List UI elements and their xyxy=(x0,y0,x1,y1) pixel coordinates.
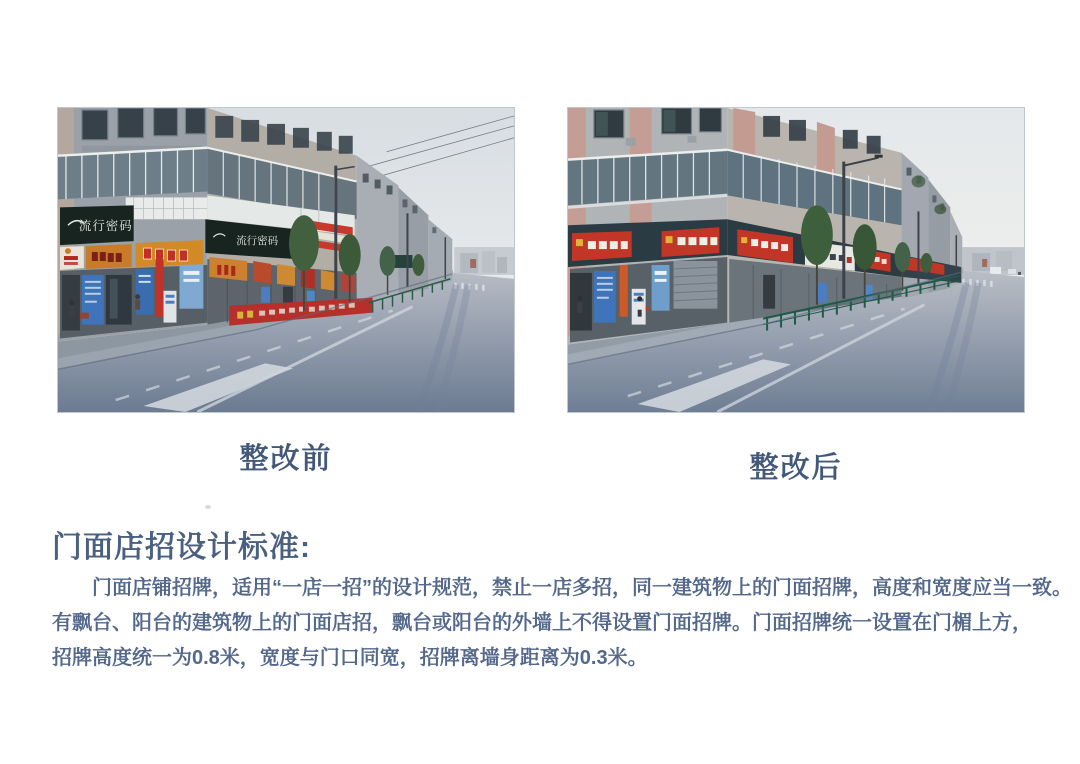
standards-heading: 门面店招设计标准: xyxy=(52,531,311,564)
storefront-sign-text: 流行密码 xyxy=(78,219,133,234)
standards-line-3: 招牌高度统一为0.8米，宽度与门口同宽，招牌离墙身距离为0.3米。 xyxy=(52,647,648,669)
standards-line-2: 有飘台、阳台的建筑物上的门面店招，飘台或阳台的外墙上不得设置门面招牌。门面招牌统一设置在门楣上方， xyxy=(52,612,1032,634)
street-photo-after xyxy=(567,107,1025,413)
standards-line-1: 门面店铺招牌，适用“一店一招”的设计规范，禁止一店多招，同一建筑物上的门面招牌，高度和宽度应当一致。 xyxy=(92,577,1072,599)
before-caption: 整改前 xyxy=(239,443,333,475)
scan-artifact-dot xyxy=(205,505,211,509)
storefront-sign-text-2: 流行密码 xyxy=(236,236,279,248)
street-scene-before xyxy=(58,108,514,412)
distant-buildings xyxy=(962,247,1024,275)
street-scene-after xyxy=(568,108,1024,412)
after-caption: 整改后 xyxy=(749,452,843,484)
distant-buildings xyxy=(454,247,514,275)
street-photo-before xyxy=(57,107,515,413)
standards-paragraph xyxy=(52,571,1072,676)
